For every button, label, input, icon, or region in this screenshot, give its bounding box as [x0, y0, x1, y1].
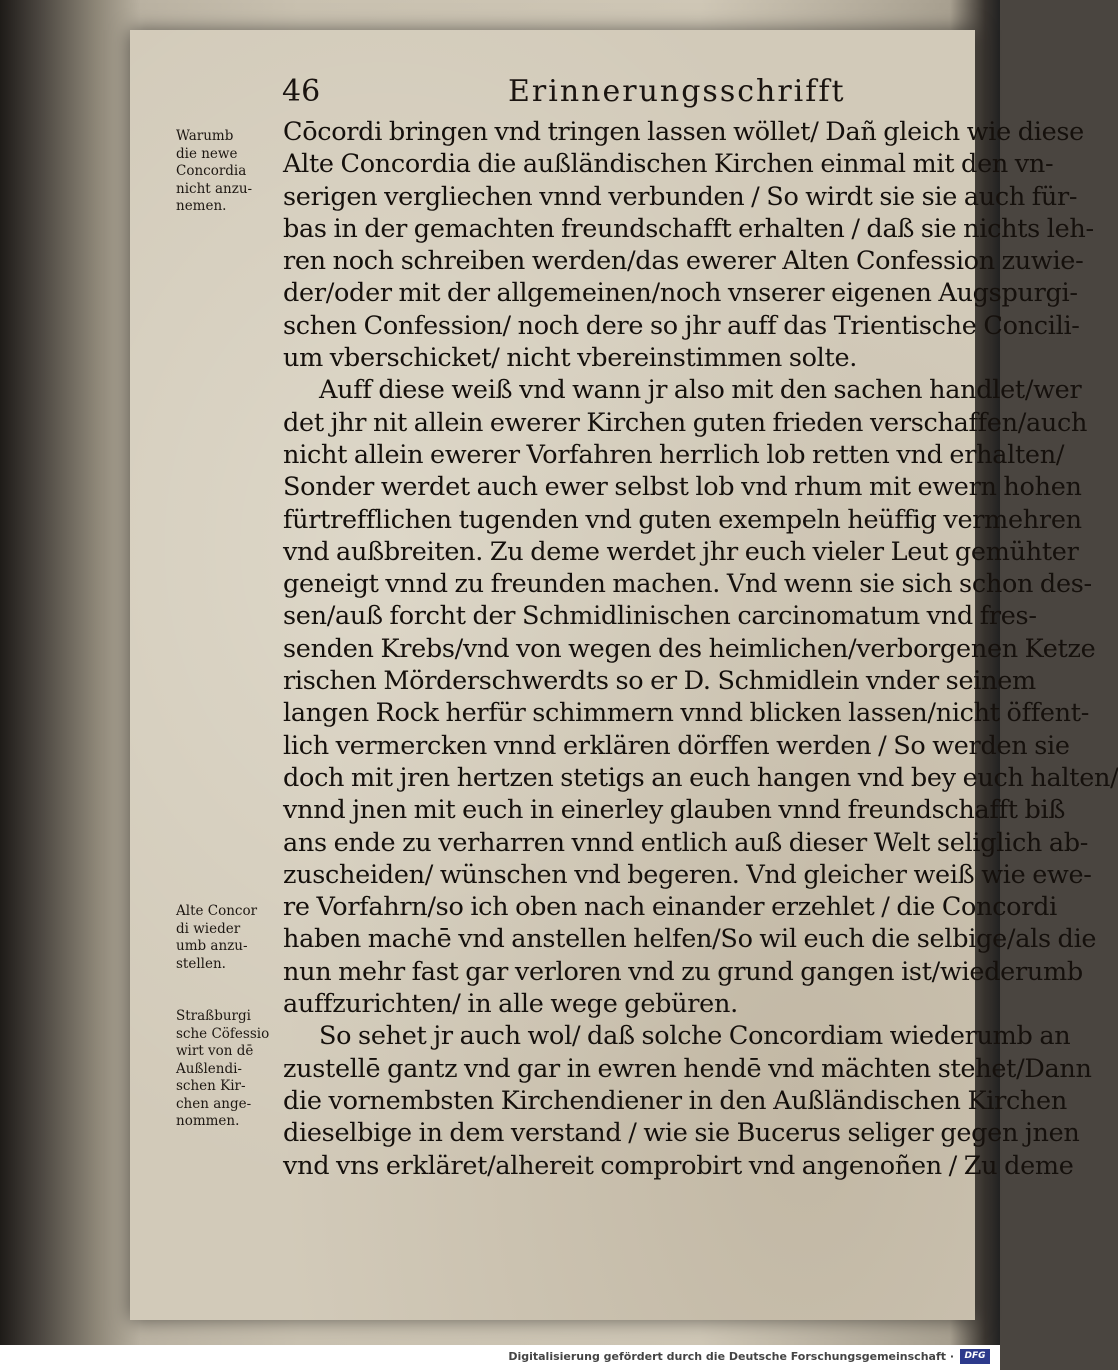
text-line: ans ende zu verharren vnnd entlich auß dieser Welt seliglich ab-: [283, 827, 1089, 858]
funding-credit: Digitalisierung gefördert durch die Deutsche Forschungsgemeinschaft ·: [508, 1350, 954, 1363]
text-line: zustellē gantz vnd gar in ewren hendē vnd mächten stehet/Dann: [283, 1053, 1092, 1084]
margin-note-line: Concordia: [176, 163, 247, 179]
text-line: die vornembsten Kirchendiener in den Außländischen Kirchen: [283, 1085, 1067, 1116]
text-line: geneigt vnnd zu freunden machen. Vnd wenn sie sich schon des-: [283, 569, 1092, 600]
dfg-logo: DFG: [960, 1349, 990, 1364]
footer-bar: [0, 1345, 1000, 1370]
body-text: [283, 116, 1118, 1182]
text-line: auffzurichten/ in alle wege gebüren.: [283, 989, 738, 1020]
margin-note-3: [176, 1008, 284, 1131]
text-line: langen Rock herfür schimmern vnnd blicken lassen/nicht öffent-: [283, 698, 1090, 729]
margin-note-line: Straßburgi: [176, 1008, 251, 1024]
text-line: So sehet jr auch wol/ daß solche Concordiam wiederumb an: [319, 1021, 1071, 1052]
text-line: nicht allein ewerer Vorfahren herrlich lob retten vnd erhalten/: [283, 439, 1065, 470]
text-line: der/oder mit der allgemeinen/noch vnserer eigenen Augspurgi-: [283, 278, 1078, 309]
book-gutter: [0, 0, 140, 1345]
text-line: lich vermercken vnnd erklären dörffen werden / So werden sie: [283, 730, 1070, 761]
margin-note-line: stellen.: [176, 955, 226, 972]
margin-note-line: wirt von dē: [176, 1043, 254, 1059]
text-line: bas in der gemachten freundschafft erhalten / daß sie nichts leh-: [283, 213, 1094, 244]
text-line: Cōcordi bringen vnd tringen lassen wöllet/ Dañ gleich wie diese: [283, 117, 1084, 147]
text-line: Alte Concordia die außländischen Kirchen einmal mit den vn-: [283, 149, 1054, 180]
margin-note-line: nicht anzu-: [176, 180, 253, 197]
text-line: nun mehr fast gar verloren vnd zu grund gangen ist/wiederumb: [283, 956, 1083, 987]
text-line: Auff diese weiß vnd wann jr also mit den sachen handlet/wer: [319, 375, 1082, 406]
page-header: [270, 74, 960, 114]
margin-note-2: [176, 903, 284, 973]
text-line: rischen Mörderschwerdts so er D. Schmidlein vnder seinem: [283, 666, 1036, 697]
text-line: vnnd jnen mit euch in einerley glauben vnnd freundschafft biß: [283, 795, 1066, 826]
text-line: det jhr nit allein ewerer Kirchen guten frieden verschaffen/auch: [283, 407, 1088, 438]
text-line: um vberschicket/ nicht vbereinstimmen solte.: [283, 343, 858, 374]
margin-note-line: die newe: [176, 145, 238, 162]
margin-note-line: nemen.: [176, 198, 227, 214]
text-line: dieselbige in dem verstand / wie sie Bucerus seliger gegen jnen: [283, 1118, 1080, 1149]
text-line: schen Confession/ noch dere so jhr auff das Trientische Concili-: [283, 310, 1080, 341]
text-line: Sonder werdet auch ewer selbst lob vnd rhum mit ewern hohen: [283, 472, 1082, 503]
margin-note-line: Warumb: [176, 128, 234, 144]
margin-note-line: umb anzu-: [176, 938, 248, 954]
margin-note-line: nommen.: [176, 1113, 240, 1129]
margin-note-line: sche Cöfessio: [176, 1025, 270, 1042]
text-line: haben machē vnd anstellen helfen/So wil euch die selbige/als die: [283, 924, 1097, 955]
text-line: fürtrefflichen tugenden vnd guten exempeln heüffig vermehren: [283, 504, 1082, 535]
page-number: 46: [282, 74, 321, 109]
text-line: ren noch schreiben werden/das ewerer Alten Confession zuwie-: [283, 246, 1084, 277]
text-line: re Vorfahrn/so ich oben nach einander erzehlet / die Concordi: [283, 892, 1058, 923]
text-line: sen/auß forcht der Schmidlinischen carcinomatum vnd fres-: [283, 601, 1037, 632]
margin-note-line: di wieder: [176, 920, 241, 937]
margin-note-line: Außlendi-: [176, 1060, 242, 1077]
text-line: senden Krebs/vnd von wegen des heimlichen/verborgenen Ketze: [283, 633, 1096, 664]
margin-note-line: chen ange-: [176, 1095, 252, 1112]
text-line: vnd außbreiten. Zu deme werdet jhr euch vieler Leut gemühter: [283, 536, 1079, 567]
text-line: vnd vns erkläret/alhereit comprobirt vnd angenoñen / Zu deme: [283, 1150, 1074, 1181]
text-line: serigen vergliechen vnnd verbunden / So wirdt sie sie auch für-: [283, 181, 1078, 212]
text-line: doch mit jren hertzen stetigs an euch hangen vnd bey euch halten/: [283, 762, 1118, 793]
margin-note-line: schen Kir-: [176, 1078, 246, 1094]
running-title: Erinnerungsschrifft: [508, 74, 846, 109]
margin-note-line: Alte Concor: [176, 903, 258, 919]
margin-note-1: [176, 128, 284, 216]
text-line: zuscheiden/ wünschen vnd begeren. Vnd gleicher weiß wie ewe-: [283, 859, 1092, 890]
